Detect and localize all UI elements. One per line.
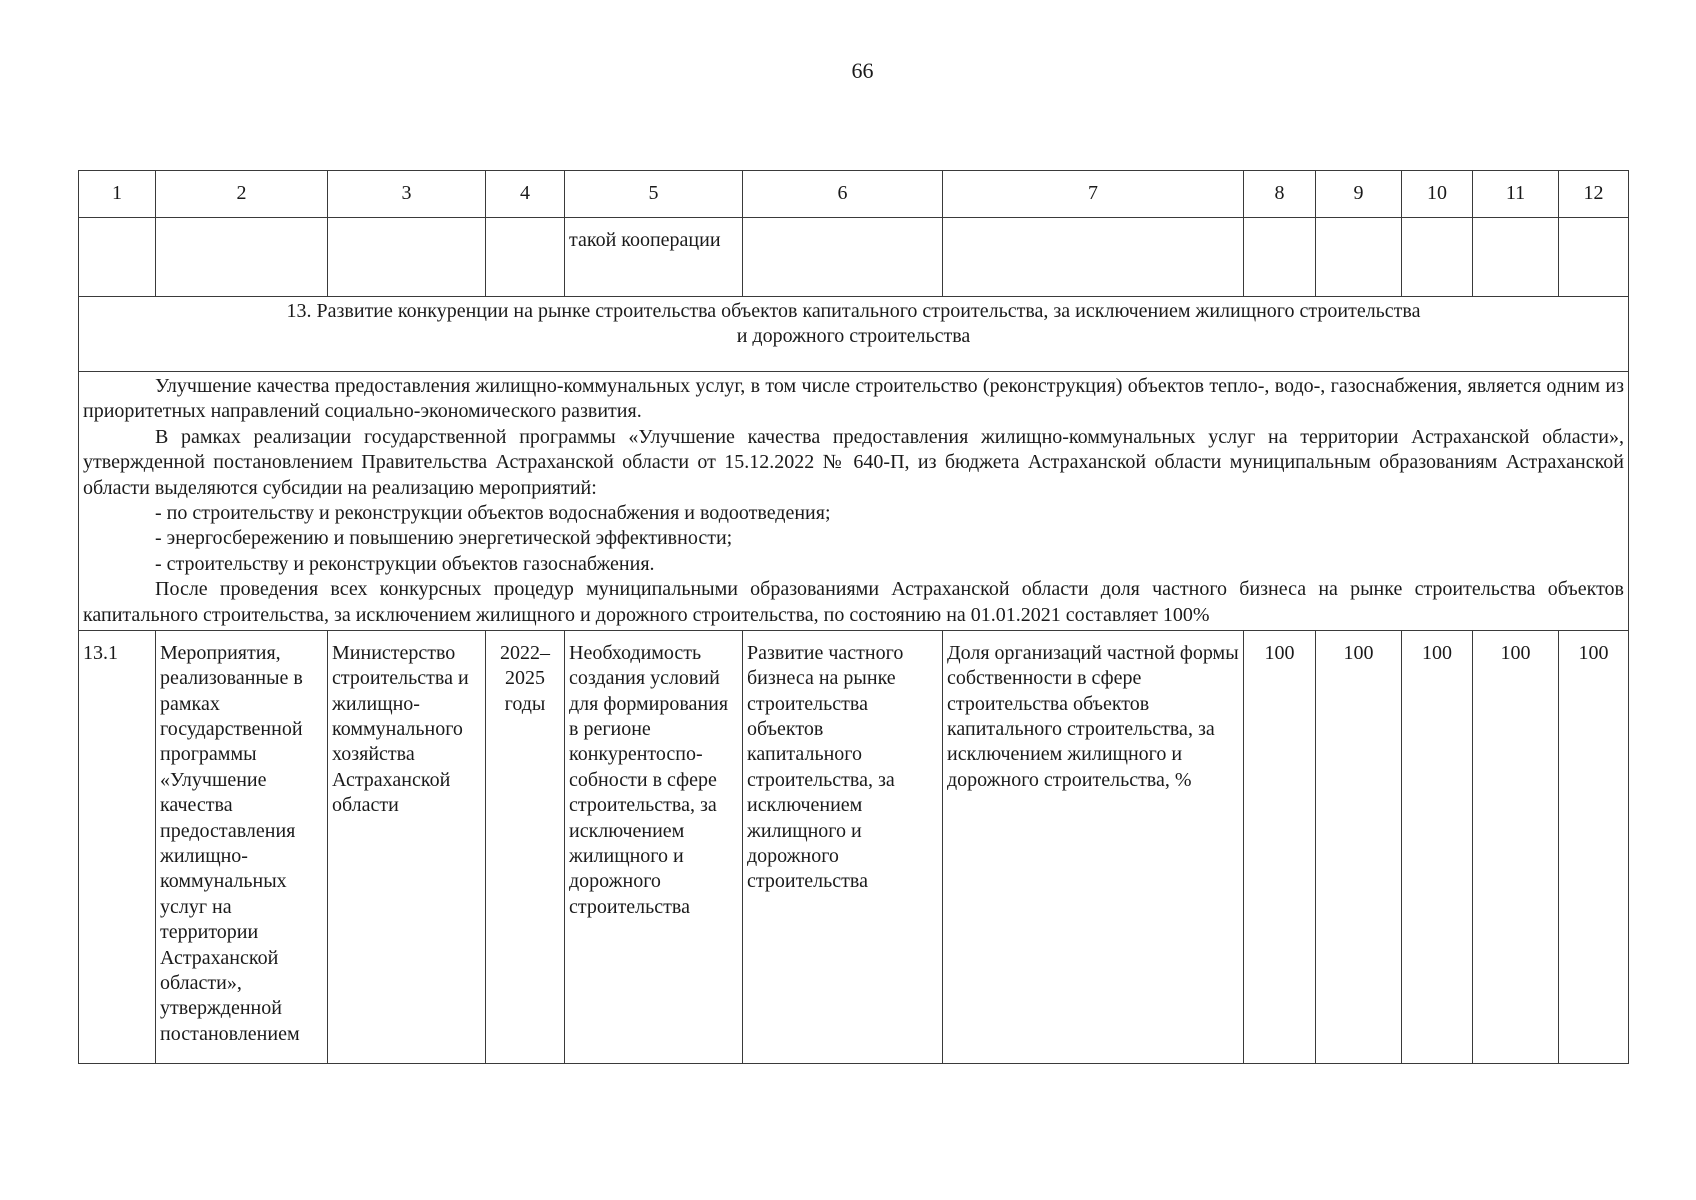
intro-paragraph: После проведения всех конкурсных процедур муниципальными образованиями Астраханской области доля частного бизнеса на рынке строительства объектов капитального строительства, за исключением жилищного и дорожного строительства, по состоянию на 01.01.2021 составляет 100% [83, 578, 1624, 626]
empty-cell [943, 218, 1244, 297]
responsible-cell: Министерство строительства и жилищно-коммунального хозяйства Астраханской области [328, 630, 486, 1063]
value-cell: 100 [1316, 630, 1402, 1063]
empty-cell [486, 218, 565, 297]
column-number: 2 [156, 171, 328, 218]
column-number: 7 [943, 171, 1244, 218]
continuation-row [79, 218, 1629, 297]
value-cell: 100 [1244, 630, 1316, 1063]
section-intro [79, 372, 1629, 631]
empty-cell [328, 218, 486, 297]
column-number: 4 [486, 171, 565, 218]
intro-bullet: - по строительству и реконструкции объектов водоснабжения и водоотведения; [155, 501, 831, 524]
measures-table [78, 170, 1629, 1064]
section-title-line2: и дорожного строительства [736, 325, 971, 348]
continuation-text: такой кооперации [565, 218, 743, 297]
value-cell: 100 [1559, 630, 1629, 1063]
section-title-line1: 13. Развитие конкуренции на рынке строительства объектов капитального строительства, за исключением жилищного строительства [286, 300, 1421, 322]
intro-bullet: - строительству и реконструкции объектов газоснабжения. [155, 552, 655, 575]
section-title [79, 297, 1629, 372]
column-number: 3 [328, 171, 486, 218]
intro-bullet: - энергосбережению и повышению энергетической эффективности; [155, 527, 733, 550]
problem-cell: Необходимость создания условий для формирования в регионе конкурентоспо-собности в сфере строительства, за исключением жилищного и дорожного строительства [565, 630, 743, 1063]
page-number: 66 [851, 58, 874, 83]
indicator-cell: Доля организаций частной формы собственности в сфере строительства объектов капитального строительства, за исключением жилищного и дорожного строительства, % [943, 630, 1244, 1063]
column-number: 1 [79, 171, 156, 218]
value-cell: 100 [1473, 630, 1559, 1063]
empty-cell [1559, 218, 1629, 297]
intro-paragraph: Улучшение качества предоставления жилищно-коммунальных услуг, в том числе строительство (реконструкция) объектов тепло-, водо-, газоснабжения, является одним из приоритетных направлений социально-экономического развития. [83, 375, 1624, 423]
table-row [79, 630, 1629, 1063]
section-title-row [79, 297, 1629, 372]
column-number: 8 [1244, 171, 1316, 218]
column-number: 11 [1473, 171, 1559, 218]
empty-cell [1316, 218, 1402, 297]
period-cell: 2022–2025 годы [486, 630, 565, 1063]
intro-paragraph: В рамках реализации государственной программы «Улучшение качества предоставления жилищно-коммунальных услуг на территории Астраханской области», утвержденной постановлением Правительства Астраханской области от 15.12.2022 № 640-П, из бюджета Астраханской области муниципальным образованиям Астраханской области выделяются субсидии на реализацию мероприятий: [83, 425, 1624, 499]
column-number: 6 [743, 171, 943, 218]
section-intro-row [79, 372, 1629, 631]
row-number: 13.1 [79, 630, 156, 1063]
empty-cell [1244, 218, 1316, 297]
result-cell: Развитие частного бизнеса на рынке строительства объектов капитального строительства, за исключением жилищного и дорожного строительства [743, 630, 943, 1063]
column-number-row [79, 171, 1629, 218]
value-cell: 100 [1402, 630, 1473, 1063]
empty-cell [79, 218, 156, 297]
empty-cell [1402, 218, 1473, 297]
column-number: 9 [1316, 171, 1402, 218]
column-number: 12 [1559, 171, 1629, 218]
column-number: 5 [565, 171, 743, 218]
empty-cell [156, 218, 328, 297]
column-number: 10 [1402, 171, 1473, 218]
event-cell: Мероприятия, реализованные в рамках государственной программы «Улучшение качества предоставления жилищно-коммунальных услуг на территории Астраханской области», утвержденной постановлением [156, 630, 328, 1063]
empty-cell [1473, 218, 1559, 297]
empty-cell [743, 218, 943, 297]
